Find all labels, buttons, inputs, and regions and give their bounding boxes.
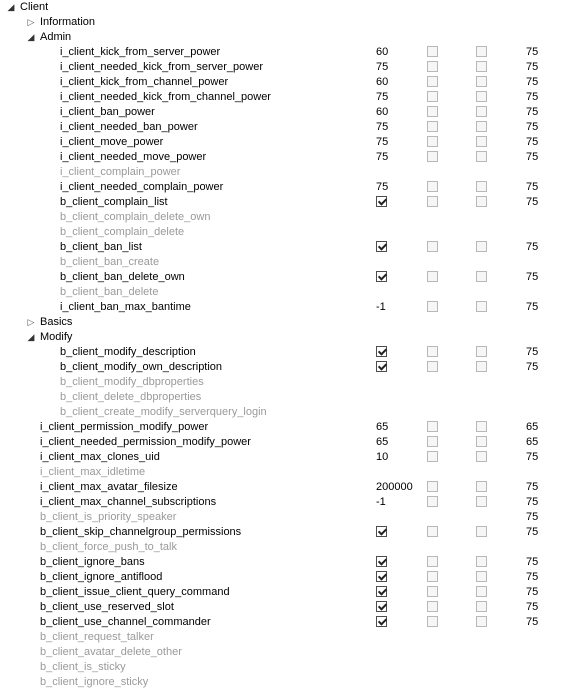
value-checkbox[interactable] — [376, 601, 387, 612]
grant-value[interactable]: 75 — [526, 181, 539, 193]
permission-value[interactable]: 200000 — [376, 481, 413, 493]
permission-name: b_client_ban_delete — [60, 286, 159, 298]
permission-name: b_client_ignore_antiflood — [40, 571, 163, 583]
permission-value[interactable]: 75 — [376, 136, 389, 148]
value-checkbox[interactable] — [376, 586, 387, 597]
permission-row[interactable] — [0, 345, 570, 360]
grant-value[interactable]: 75 — [526, 361, 539, 373]
permission-name: Information — [40, 16, 96, 28]
value-checkbox[interactable] — [376, 556, 387, 567]
permission-value[interactable]: 60 — [376, 76, 389, 88]
collapsed-arrow-icon[interactable]: ▷ — [27, 17, 35, 27]
permission-name: i_client_move_power — [60, 136, 164, 148]
grant-value[interactable]: 75 — [526, 301, 539, 313]
permission-name: b_client_complain_list — [60, 196, 168, 208]
permission-row[interactable] — [0, 135, 570, 150]
permission-name: i_client_needed_kick_from_server_power — [60, 61, 264, 73]
skip-checkbox[interactable] — [427, 361, 438, 372]
skip-checkbox[interactable] — [427, 76, 438, 87]
skip-checkbox[interactable] — [427, 451, 438, 462]
permission-name: b_client_avatar_delete_other — [40, 646, 182, 658]
permission-value[interactable]: 75 — [376, 61, 389, 73]
permission-value[interactable]: -1 — [376, 496, 386, 508]
grant-value[interactable]: 75 — [526, 451, 539, 463]
skip-checkbox[interactable] — [427, 271, 438, 282]
skip-checkbox[interactable] — [427, 526, 438, 537]
skip-checkbox[interactable] — [427, 496, 438, 507]
permission-name: i_client_max_avatar_filesize — [40, 481, 178, 493]
permission-row[interactable] — [0, 570, 570, 585]
permission-row[interactable] — [0, 210, 570, 225]
permission-row[interactable] — [0, 60, 570, 75]
skip-checkbox[interactable] — [427, 46, 438, 57]
skip-checkbox[interactable] — [427, 121, 438, 132]
grant-value[interactable]: 75 — [526, 151, 539, 163]
negate-checkbox[interactable] — [476, 601, 487, 612]
grant-value[interactable]: 75 — [526, 271, 539, 283]
permission-value[interactable]: 75 — [376, 181, 389, 193]
permission-value[interactable]: -1 — [376, 301, 386, 313]
grant-value[interactable]: 65 — [526, 436, 539, 448]
permission-value[interactable]: 75 — [376, 121, 389, 133]
permission-row[interactable] — [0, 90, 570, 105]
permission-name: b_client_modify_own_description — [60, 361, 223, 373]
grant-value[interactable]: 75 — [526, 121, 539, 133]
skip-checkbox[interactable] — [427, 436, 438, 447]
skip-checkbox[interactable] — [427, 301, 438, 312]
negate-checkbox[interactable] — [476, 196, 487, 207]
negate-checkbox[interactable] — [476, 91, 487, 102]
skip-checkbox[interactable] — [427, 151, 438, 162]
grant-value[interactable]: 75 — [526, 511, 539, 523]
skip-checkbox[interactable] — [427, 421, 438, 432]
tree-group-row[interactable] — [0, 330, 570, 345]
permission-row[interactable] — [0, 480, 570, 495]
permission-row[interactable] — [0, 645, 570, 660]
permission-name: b_client_complain_delete — [60, 226, 185, 238]
permission-value[interactable]: 75 — [376, 151, 389, 163]
permission-row[interactable] — [0, 525, 570, 540]
negate-checkbox[interactable] — [476, 526, 487, 537]
tree-group-row[interactable] — [0, 0, 570, 15]
grant-value[interactable]: 75 — [526, 46, 539, 58]
permission-value[interactable]: 75 — [376, 91, 389, 103]
grant-value[interactable]: 75 — [526, 481, 539, 493]
value-checkbox[interactable] — [376, 196, 387, 207]
collapsed-arrow-icon[interactable]: ▷ — [27, 317, 35, 327]
expanded-arrow-icon[interactable]: ◢ — [27, 32, 35, 42]
skip-checkbox[interactable] — [427, 61, 438, 72]
negate-checkbox[interactable] — [476, 436, 487, 447]
permission-name: i_client_permission_modify_power — [40, 421, 209, 433]
permission-name: i_client_max_idletime — [40, 466, 146, 478]
permission-row[interactable] — [0, 285, 570, 300]
permission-name: b_client_use_reserved_slot — [40, 601, 174, 613]
permission-row[interactable] — [0, 195, 570, 210]
negate-checkbox[interactable] — [476, 571, 487, 582]
permission-row[interactable] — [0, 435, 570, 450]
permission-row[interactable] — [0, 450, 570, 465]
value-checkbox[interactable] — [376, 346, 387, 357]
permission-row[interactable] — [0, 465, 570, 480]
permission-name: b_client_complain_delete_own — [60, 211, 211, 223]
permission-row[interactable] — [0, 540, 570, 555]
negate-checkbox[interactable] — [476, 346, 487, 357]
value-checkbox[interactable] — [376, 271, 387, 282]
skip-checkbox[interactable] — [427, 181, 438, 192]
permission-row[interactable] — [0, 630, 570, 645]
permission-row[interactable] — [0, 150, 570, 165]
grant-value[interactable]: 75 — [526, 556, 539, 568]
negate-checkbox[interactable] — [476, 181, 487, 192]
permission-name: b_client_create_modify_serverquery_login — [60, 406, 267, 418]
negate-checkbox[interactable] — [476, 76, 487, 87]
negate-checkbox[interactable] — [476, 241, 487, 252]
grant-value[interactable]: 75 — [526, 241, 539, 253]
permission-row[interactable] — [0, 375, 570, 390]
permission-value[interactable]: 10 — [376, 451, 389, 463]
grant-value[interactable]: 75 — [526, 136, 539, 148]
permission-row[interactable] — [0, 405, 570, 420]
skip-checkbox[interactable] — [427, 136, 438, 147]
negate-checkbox[interactable] — [476, 451, 487, 462]
permission-name: b_client_use_channel_commander — [40, 616, 211, 628]
skip-checkbox[interactable] — [427, 556, 438, 567]
permission-name: i_client_needed_permission_modify_power — [40, 436, 251, 448]
permission-name: b_client_delete_dbproperties — [60, 391, 202, 403]
negate-checkbox[interactable] — [476, 616, 487, 627]
permission-row[interactable] — [0, 555, 570, 570]
permission-row[interactable] — [0, 225, 570, 240]
negate-checkbox[interactable] — [476, 301, 487, 312]
permission-name: i_client_max_channel_subscriptions — [40, 496, 217, 508]
permission-name: b_client_modify_description — [60, 346, 196, 358]
expanded-arrow-icon[interactable]: ◢ — [7, 2, 15, 12]
permission-row[interactable] — [0, 600, 570, 615]
tree-group-row[interactable] — [0, 15, 570, 30]
negate-checkbox[interactable] — [476, 61, 487, 72]
permission-name: b_client_ban_create — [60, 256, 160, 268]
permission-row[interactable] — [0, 165, 570, 180]
permission-name: b_client_is_sticky — [40, 661, 126, 673]
permission-row[interactable] — [0, 495, 570, 510]
permission-row[interactable] — [0, 660, 570, 675]
permission-name: i_client_needed_move_power — [60, 151, 207, 163]
skip-checkbox[interactable] — [427, 196, 438, 207]
negate-checkbox[interactable] — [476, 421, 487, 432]
permission-value[interactable]: 60 — [376, 106, 389, 118]
negate-checkbox[interactable] — [476, 46, 487, 57]
negate-checkbox[interactable] — [476, 106, 487, 117]
permission-name: i_client_kick_from_channel_power — [60, 76, 229, 88]
permission-row[interactable] — [0, 105, 570, 120]
permission-name: b_client_ignore_sticky — [40, 676, 149, 688]
skip-checkbox[interactable] — [427, 241, 438, 252]
skip-checkbox[interactable] — [427, 481, 438, 492]
permission-name: i_client_kick_from_server_power — [60, 46, 221, 58]
grant-value[interactable]: 75 — [526, 106, 539, 118]
permission-name: b_client_ban_list — [60, 241, 142, 253]
permission-row[interactable] — [0, 300, 570, 315]
permission-name: Admin — [40, 31, 72, 43]
permission-name: Basics — [40, 316, 73, 328]
permission-name: b_client_ignore_bans — [40, 556, 145, 568]
grant-value[interactable]: 75 — [526, 91, 539, 103]
skip-checkbox[interactable] — [427, 601, 438, 612]
permission-name: i_client_ban_max_bantime — [60, 301, 191, 313]
permission-row[interactable] — [0, 45, 570, 60]
negate-checkbox[interactable] — [476, 556, 487, 567]
permission-name: b_client_skip_channelgroup_permissions — [40, 526, 242, 538]
permission-name: Client — [20, 1, 49, 13]
negate-checkbox[interactable] — [476, 151, 487, 162]
permission-value[interactable]: 65 — [376, 421, 389, 433]
permission-row[interactable] — [0, 270, 570, 285]
permission-name: b_client_force_push_to_talk — [40, 541, 177, 553]
permission-row[interactable] — [0, 255, 570, 270]
grant-value[interactable]: 75 — [526, 496, 539, 508]
grant-value[interactable]: 75 — [526, 601, 539, 613]
grant-value[interactable]: 65 — [526, 421, 539, 433]
permission-name: i_client_max_clones_uid — [40, 451, 160, 463]
grant-value[interactable]: 75 — [526, 346, 539, 358]
permission-row[interactable] — [0, 120, 570, 135]
skip-checkbox[interactable] — [427, 91, 438, 102]
negate-checkbox[interactable] — [476, 121, 487, 132]
permission-row[interactable] — [0, 180, 570, 195]
grant-value[interactable]: 75 — [526, 571, 539, 583]
grant-value[interactable]: 75 — [526, 61, 539, 73]
skip-checkbox[interactable] — [427, 586, 438, 597]
permission-name: b_client_issue_client_query_command — [40, 586, 230, 598]
value-checkbox[interactable] — [376, 571, 387, 582]
tree-group-row[interactable] — [0, 30, 570, 45]
permission-name: i_client_ban_power — [60, 106, 155, 118]
tree-group-row[interactable] — [0, 315, 570, 330]
permission-name: i_client_needed_complain_power — [60, 181, 224, 193]
negate-checkbox[interactable] — [476, 586, 487, 597]
permission-row[interactable] — [0, 240, 570, 255]
permission-row[interactable] — [0, 675, 570, 690]
permission-name: b_client_modify_dbproperties — [60, 376, 204, 388]
grant-value[interactable]: 75 — [526, 196, 539, 208]
grant-value[interactable]: 75 — [526, 526, 539, 538]
permission-name: b_client_ban_delete_own — [60, 271, 185, 283]
skip-checkbox[interactable] — [427, 106, 438, 117]
permission-name: b_client_request_talker — [40, 631, 154, 643]
permission-row[interactable] — [0, 585, 570, 600]
value-checkbox[interactable] — [376, 361, 387, 372]
permission-row[interactable] — [0, 360, 570, 375]
negate-checkbox[interactable] — [476, 481, 487, 492]
skip-checkbox[interactable] — [427, 346, 438, 357]
skip-checkbox[interactable] — [427, 571, 438, 582]
skip-checkbox[interactable] — [427, 616, 438, 627]
grant-value[interactable]: 75 — [526, 616, 539, 628]
grant-value[interactable]: 75 — [526, 586, 539, 598]
value-checkbox[interactable] — [376, 526, 387, 537]
negate-checkbox[interactable] — [476, 496, 487, 507]
negate-checkbox[interactable] — [476, 136, 487, 147]
grant-value[interactable]: 75 — [526, 76, 539, 88]
value-checkbox[interactable] — [376, 241, 387, 252]
value-checkbox[interactable] — [376, 616, 387, 627]
permission-name: Modify — [40, 331, 73, 343]
permission-name: b_client_is_priority_speaker — [40, 511, 177, 523]
negate-checkbox[interactable] — [476, 361, 487, 372]
permission-name: i_client_needed_kick_from_channel_power — [60, 91, 271, 103]
permission-row[interactable] — [0, 615, 570, 630]
permission-value[interactable]: 65 — [376, 436, 389, 448]
permission-row[interactable] — [0, 510, 570, 525]
negate-checkbox[interactable] — [476, 271, 487, 282]
expanded-arrow-icon[interactable]: ◢ — [27, 332, 35, 342]
permission-row[interactable] — [0, 420, 570, 435]
permission-name: i_client_needed_ban_power — [60, 121, 198, 133]
permission-row[interactable] — [0, 75, 570, 90]
permission-name: i_client_complain_power — [60, 166, 181, 178]
permission-value[interactable]: 60 — [376, 46, 389, 58]
permission-row[interactable] — [0, 390, 570, 405]
